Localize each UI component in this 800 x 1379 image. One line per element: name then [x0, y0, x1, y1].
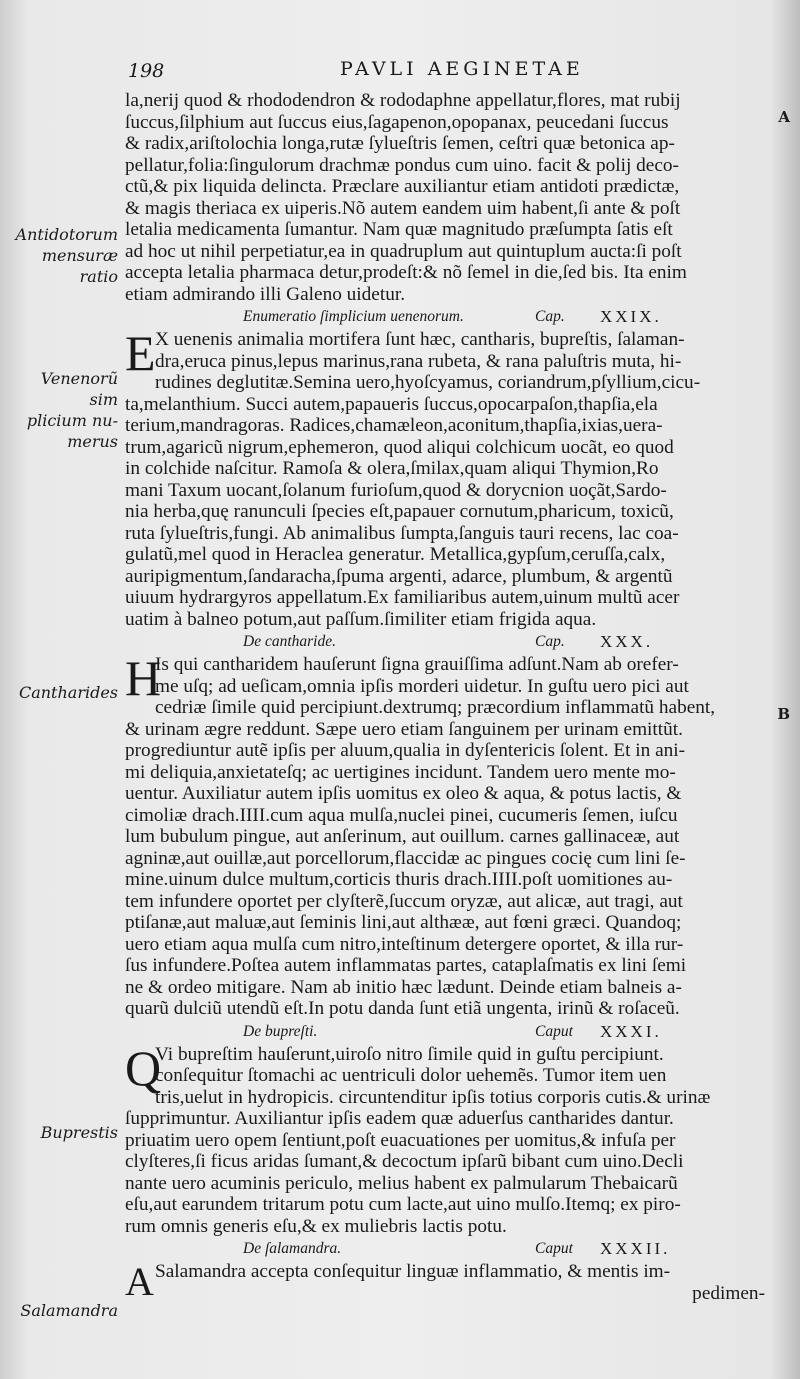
- text-line: nia herba,quę ranunculi ſpecies eſt,papauer cornutum,pharicum, toxicũ,: [125, 501, 674, 522]
- chapter-heading-30: [125, 630, 765, 654]
- marginal-note-venenorum: Venenorũ sim plicium nu- merus: [26, 369, 118, 451]
- initial-letter: H: [125, 650, 162, 706]
- text-line: terium,mandragoras. Radices,chamæleon,aconitum,thapſia,ixias,uera-: [125, 415, 663, 436]
- text-line: uentur. Auxiliatur autem ipſis uomitus ex oleo & aqua, & potus lactis, &: [125, 783, 682, 804]
- text-line: ctũ,& pix liquida delincta. Præclare auxiliantur etiam antidoti prædictæ,: [125, 176, 680, 197]
- marginal-note-antidotorum: Antidotorum mensuræ ratio: [15, 225, 118, 286]
- text-line: lum bubulum pingue, aut anſerinum, aut ouillum. carnes gallinaceæ, aut: [125, 826, 680, 847]
- marginal-note-cantharides: Cantharides: [18, 683, 118, 702]
- text-line: ſuccus,ſilphium aut ſuccus eius,ſagapenon,opopanax, peucedani ſuccus: [125, 111, 669, 133]
- chapter-heading-29: [125, 305, 765, 329]
- text-line: tris,uelut in hydropicis. circuntenditur ipſis totius corporis cutis.& urinæ: [155, 1086, 711, 1108]
- chapter-32-text: [125, 1261, 765, 1304]
- text-line: uatim à balneo potum,aut paſſum.ſimiliter etiam frigida aqua.: [125, 608, 597, 630]
- initial-letter: E: [125, 325, 156, 381]
- chapter-number: XXIX.: [600, 307, 662, 326]
- text-line: trum,agaricũ nigrum,ephemeron, quod aliqui colchicum uocãt, eo quod: [125, 436, 674, 458]
- chapter-title: De cantharide.: [243, 633, 336, 650]
- chapter-title: De ſalamandra.: [243, 1240, 342, 1257]
- chapter-number: XXXII.: [600, 1239, 671, 1258]
- text-line: ad hoc ut nihil perpetiatur,ea in quadruplum aut quintuplum aucta:ſi poſt: [125, 240, 682, 262]
- text-line: eſu,aut earundem tritarum potu cum lacte,aut uino mulſo.Itemq; ex piro-: [125, 1194, 681, 1215]
- text-line: Is qui cantharidem hauſerunt ſigna grauiſſima adſunt.Nam ab orefer-: [155, 654, 679, 675]
- chapter-cap-label: Cap.: [535, 308, 565, 325]
- text-line: uero etiam aqua mulſa cum nitro,inteſtinum detergere oportet, & illa rur-: [125, 933, 684, 955]
- margin-letter-b: B: [777, 705, 790, 723]
- chapter-heading-32: [125, 1237, 765, 1261]
- text-line: progrediuntur autẽ ipſis per aluum,qualia in dyſentericis ſolent. Et in ani-: [125, 740, 686, 761]
- text-line: nante uero acuminis periculo, melius habent ex palmularum Thebaicarũ: [125, 1172, 678, 1194]
- running-title: PAVLI AEGINETAE: [340, 58, 584, 80]
- text-line: ſupprimuntur. Auxiliantur ipſis eadem quæ aduerſus cantharides dantur.: [125, 1108, 674, 1129]
- text-line: mine.uinum dulce multum,corticis thuris drach.IIII.poſt uomitiones au-: [125, 869, 673, 890]
- text-line: mani Taxum uocant,ſolanum furioſum,quod & dorycnion uoçãt,Sardo-: [125, 479, 667, 501]
- text-body: [125, 90, 765, 1304]
- chapter-31-text: [125, 1039, 765, 1238]
- text-line: mi deliquia,anxietateſq; ac uertigines incidunt. Tandem uero mente mo-: [125, 761, 676, 783]
- text-line: in colchide naſcitur. Ramoſa & olera,ſmilax,quam aliqui Thymion,Ro: [125, 458, 659, 479]
- chapter-cap-label: Cap.: [535, 633, 565, 650]
- text-line: etiam admirando illi Galeno uidetur.: [125, 283, 406, 305]
- text-line: ptiſanæ,aut maluæ,aut ſeminis lini,aut althææ, aut fœni græci. Quandoq;: [125, 912, 682, 933]
- text-line: ruta ſylueſtris,fungi. Ab animalibus ſumpta,ſanguis tauri recens, lac coa-: [125, 522, 679, 544]
- chapter-title: De bupreſti.: [243, 1022, 318, 1040]
- text-line: & urinam ægre reddunt. Sæpe uero etiam ſanguinem per urinam emittũt.: [125, 718, 683, 740]
- text-line: dra,eruca pinus,lepus marinus,rana rubeta, & rana paluſtris muta, hi-: [155, 350, 682, 372]
- initial-letter: A: [125, 1259, 154, 1304]
- chapter-heading-31: [125, 1020, 765, 1044]
- page-number: 198: [128, 60, 165, 82]
- text-line: me uſq; ad ueſicam,omnia ipſis morderi uidetur. In guſtu uero pici aut: [155, 675, 689, 697]
- text-line: tem infundere oportet per clyſterẽ,ſuccum oryzæ, aut alicæ, aut tragi, aut: [125, 890, 683, 912]
- initial-letter: Q: [125, 1039, 162, 1096]
- text-line: X uenenis animalia mortifera ſunt hæc, cantharis, bupreſtis, ſalaman-: [155, 329, 685, 350]
- chapter-title: Enumeratio ſimplicium uenenorum.: [243, 308, 464, 325]
- text-line: ne & ordeo mitigare. Nam ab initio hæc lædunt. Deinde etiam balneis a-: [125, 976, 682, 998]
- text-line: accepta letalia pharmaca detur,prodeſt:& nõ ſemel in die,ſed bis. Ita enim: [125, 262, 687, 283]
- text-line: cimoliæ drach.IIII.cum aqua mulſa,nuclei pinei, cucumeris ſemen, iuſcu: [125, 804, 678, 826]
- text-line: & radix,ariſtolochia longa,rutæ ſylueſtris ſemen, ceſtri quæ betonica ap-: [125, 133, 675, 154]
- chapter-number: XXXI.: [600, 1021, 662, 1041]
- text-line: uiuum hydrargyros appellatum.Ex familiaribus autem,uinum multũ acer: [125, 587, 680, 608]
- marginal-note-salamandra: Salamandra: [20, 1301, 118, 1320]
- chapter-30-text: [125, 650, 765, 1020]
- text-line: pedimen-: [692, 1282, 765, 1304]
- chapter-cap-label: Caput: [535, 1022, 573, 1040]
- text-line: letalia medicamenta ſumantur. Nam quæ magnitudo præſumpta ſatis eſt: [125, 219, 673, 240]
- text-line: gulatũ,mel quod in Heraclea generatur. Metallica,gypſum,ceruſſa,calx,: [125, 544, 666, 565]
- text-line: priuatim uero opem ſentiunt,poſt euacuationes per uomitus,& infuſa per: [125, 1129, 676, 1151]
- margin-letter-a: A: [778, 108, 790, 126]
- marginal-note-buprestis: Buprestis: [40, 1123, 118, 1142]
- intro-paragraph: [125, 90, 765, 305]
- chapter-29-text: [125, 325, 765, 630]
- text-line: la,nerij quod & rhododendron & rododaphne appellatur,flores, mat rubij: [125, 90, 681, 111]
- text-line: rum omnis generis eſu,& ex muliebris lactis potu.: [125, 1215, 507, 1237]
- page-header: [120, 58, 760, 86]
- text-line: agninæ,aut ouillæ,aut porcellorum,flaccidæ ac pingues cocię cum lini ſe-: [125, 847, 686, 869]
- text-line: pellatur,folia:ſingulorum drachmæ pondus cum uino. facit & polij deco-: [125, 154, 679, 176]
- text-line: clyſteres,ſi ficus aridas ſumant,& decoctum ipſarũ bibant cum uino.Decli: [125, 1151, 684, 1172]
- text-line: ſus infundere.Poſtea autem inflammatas partes, cataplaſmatis ex lini ſemi: [125, 955, 687, 976]
- text-line: conſequitur ſtomachi ac uentriculi dolor uehemẽs. Tumor item uen: [155, 1065, 667, 1086]
- text-line: ta,melanthium. Succi autem,papaueris ſuccus,opocarpaſon,thapſia,ela: [125, 393, 658, 415]
- text-line: Salamandra accepta conſequitur linguæ inflammatio, & mentis im-: [155, 1261, 671, 1282]
- text-line: quarũ dulciũ utendũ eſt.In potu danda ſunt etiã ungenta, irinũ & roſaceũ.: [125, 998, 680, 1019]
- text-line: auripigmentum,ſandaracha,ſpuma argenti, adarce, plumbum, & argentũ: [125, 565, 673, 587]
- text-line: & magis theriaca ex uiperis.Nõ autem eandem uim habent,ſi ante & poſt: [125, 197, 681, 219]
- text-line: Vi bupreſtim hauſerunt,uiroſo nitro ſimile quid in guſtu percipiunt.: [155, 1043, 664, 1065]
- text-line: rudines deglutitæ.Semina uero,hyoſcyamus, coriandrum,pſyllium,cicu-: [155, 372, 701, 393]
- chapter-number: XXX.: [600, 632, 654, 651]
- chapter-cap-label: Caput: [535, 1240, 573, 1257]
- text-line: cedriæ ſimile quid percipiunt.dextrumq; præcordium inflammatũ habent,: [155, 697, 716, 718]
